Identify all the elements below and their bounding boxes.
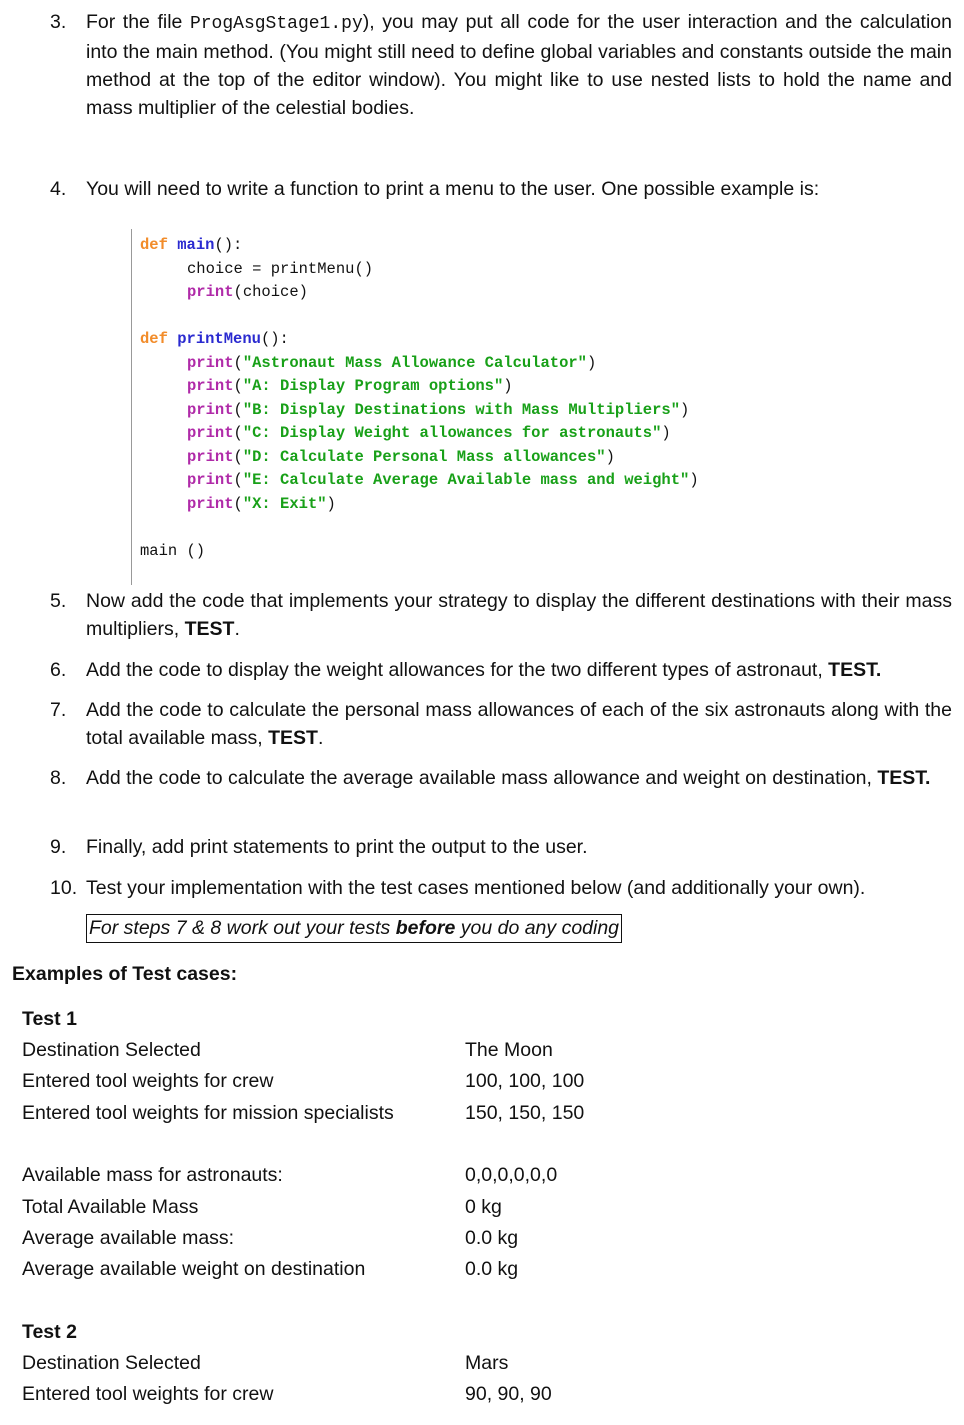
step-number: 3. [50, 11, 67, 33]
step-text: Test your implementation with the test cases mentioned below (and additionally your own). [86, 877, 866, 899]
filename-code: ProgAsgStage1.py [189, 14, 363, 34]
boxed-note: For steps 7 & 8 work out your tests before you do any coding [86, 914, 622, 943]
step-number: 9. [50, 836, 67, 858]
step-text: Now add the code that implements your strategy to display the different destinations with their mass multipliers, TEST. [86, 590, 952, 640]
examples-heading: Examples of Test cases: [12, 963, 238, 985]
code-line: def main(): [140, 236, 243, 254]
code-line: print("Astronaut Mass Allowance Calculator") [187, 354, 597, 372]
step-text: Add the code to calculate the average available mass allowance and weight on destination, TEST. [86, 767, 931, 789]
step-number: 8. [50, 767, 67, 789]
step-text: Add the code to display the weight allowances for the two different types of astronaut, TEST. [86, 659, 882, 681]
step-number: 10. [50, 877, 78, 899]
code-line: print("E: Calculate Average Available mass and weight") [187, 471, 699, 489]
code-line: print("B: Display Destinations with Mass Multipliers") [187, 401, 690, 419]
code-line: def printMenu(): [140, 330, 289, 348]
step-number: 6. [50, 659, 67, 681]
step-number: 4. [50, 178, 67, 200]
step-number: 7. [50, 699, 67, 721]
step-text: You will need to write a function to print a menu to the user. One possible example is: [86, 178, 820, 200]
code-listing [131, 229, 872, 585]
code-line: main () [140, 542, 206, 560]
step-number: 5. [50, 590, 67, 612]
code-line: print(choice) [187, 283, 308, 301]
test-2-title: Test 2 [22, 1321, 77, 1343]
step-text: Add the code to calculate the personal mass allowances of each of the six astronauts along with the total available mass, TEST. [86, 699, 952, 749]
code-line: print("C: Display Weight allowances for astronauts") [187, 424, 671, 442]
code-line: print("A: Display Program options") [187, 377, 513, 395]
test-1-title: Test 1 [22, 1008, 77, 1030]
code-line: print("X: Exit") [187, 495, 336, 513]
step-text: For the file ProgAsgStage1.py), you may put all code for the user interaction and the calculation into the main method. (You might still need to define global variables and constants outside the main method at the top of the editor window). You might like to use nested lists to hold the name and mass multiplier of the celestial bodies. [86, 11, 952, 119]
step-text: Finally, add print statements to print the output to the user. [86, 836, 588, 858]
code-line: choice = printMenu() [187, 260, 374, 278]
code-line: print("D: Calculate Personal Mass allowances") [187, 448, 615, 466]
